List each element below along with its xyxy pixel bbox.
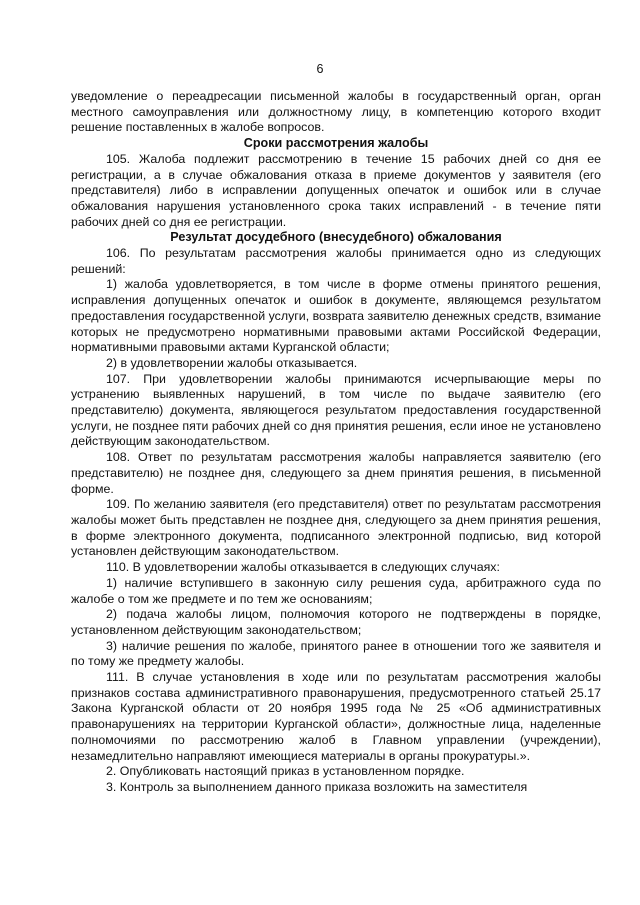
intro-paragraph: уведомление о переадресации письменной жалобы в государственный орган, орган местного самоуправления или должностному лицу, в компетенцию которого входит решение поставленных в жалобе вопросов. [71,89,601,135]
order-item-2: 2. Опубликовать настоящий приказ в установленном порядке. [106,764,465,779]
paragraph-106: 106. По результатам рассмотрения жалобы принимается одно из следующих решений: [71,246,601,276]
document-body [71,89,601,796]
paragraph-108: 108. Ответ по результатам рассмотрения жалобы направляется заявителю (его представителю) не позднее дня, следующего за днем принятия решения, в письменной форме. [71,450,601,496]
paragraph-106-item-1: 1) жалоба удовлетворяется, в том числе в форме отмены принятого решения, исправления допущенных опечаток и ошибок в документе, являющемся результатом предоставления государственной услуги, возврата заявителю денежных средств, взимание которых не предусмотрено нормативными правовыми актами Российской Федерации, нормативными правовыми актами Курганской области; [71,277,601,355]
paragraph-109: 109. По желанию заявителя (его представителя) ответ по результатам рассмотрения жалобы может быть представлен не позднее дня, следующего за днем принятия решения, в форме электронного документа, подписанного электронной подписью, вид которой установлен действующим законодательством. [71,497,601,559]
page-number: 6 [316,62,324,76]
section-heading-review-terms: Сроки рассмотрения жалобы [243,136,429,151]
paragraph-110: 110. В удовлетворении жалобы отказывается в следующих случаях: [106,560,500,575]
section-heading-appeal-result: Результат досудебного (внесудебного) обжалования [170,230,502,245]
paragraph-110-item-1: 1) наличие вступившего в законную силу решения суда, арбитражного суда по жалобе о том же предмете и по тем же основаниям; [71,575,601,606]
paragraph-107: 107. При удовлетворении жалобы принимаются исчерпывающие меры по устранению выявленных нарушений, в том числе по выдаче заявителю (его представителю) документа, являющегося результатом предоставления государственной услуги, не позднее пяти рабочих дней со дня принятия решения, если иное не установлено действующим законодательством. [71,371,601,449]
paragraph-110-item-2: 2) подача жалобы лицом, полномочия которого не подтверждены в порядке, установленном действующим законодательством; [71,607,601,637]
order-item-3: 3. Контроль за выполнением данного приказа возложить на заместителя [106,779,528,794]
paragraph-110-item-3: 3) наличие решения по жалобе, принятого ранее в отношении того же заявителя и по тому же предмету жалобы. [71,638,601,669]
paragraph-105: 105. Жалоба подлежит рассмотрению в течение 15 рабочих дней со дня ее регистрации, а в случае обжалования отказа в приеме документов у заявителя (его представителя) либо в исправлении допущенных опечаток и ошибок или в случае обжалования нарушения установленного срока таких исправлений - в течение пяти рабочих дней со дня ее регистрации. [71,151,601,229]
paragraph-111: 111. В случае установления в ходе или по результатам рассмотрения жалобы признаков состава административного правонарушения, предусмотренного статьей 25.17 Закона Курганской области от 20 ноября 1995 года № 25 «Об административных правонарушениях на территории Курганской области», должностные лица, наделенные полномочиями по рассмотрению жалоб в Главном управлении (учреждении), незамедлительно направляют имеющиеся материалы в органы прокуратуры.». [71,670,601,763]
paragraph-106-item-2: 2) в удовлетворении жалобы отказывается. [106,355,358,370]
